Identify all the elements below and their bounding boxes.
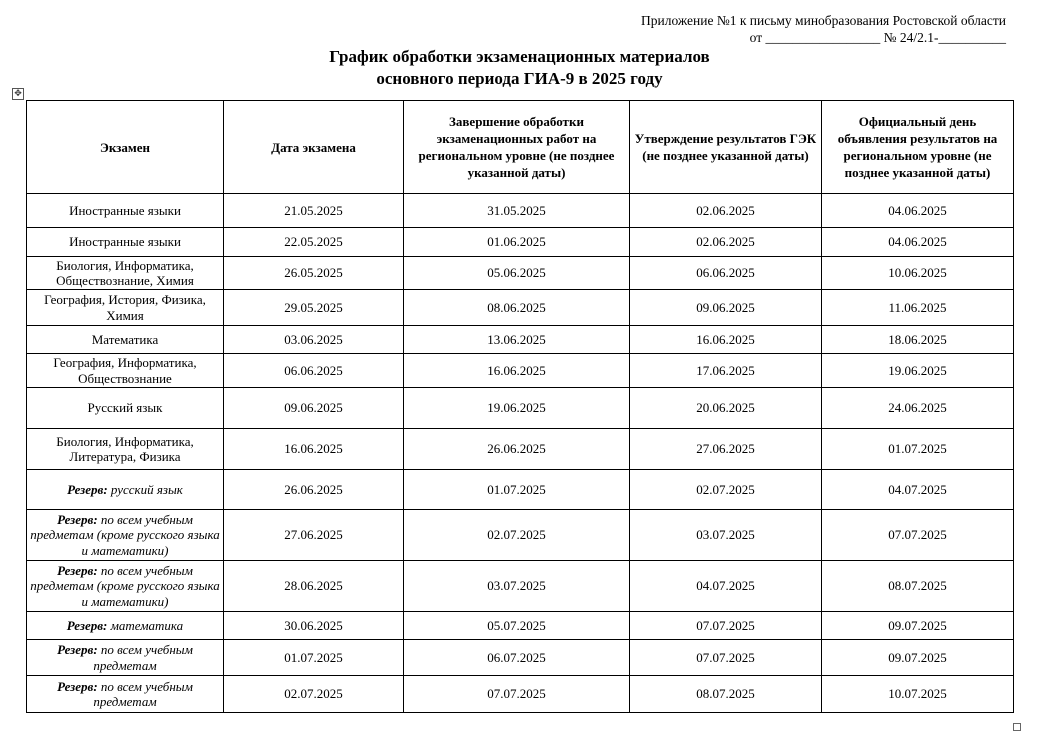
- cell-approval-date: 17.06.2025: [630, 354, 822, 388]
- cell-processing-date: 31.05.2025: [404, 194, 630, 228]
- cell-approval-date: 07.07.2025: [630, 612, 822, 640]
- cell-exam-date: 16.06.2025: [224, 429, 404, 470]
- cell-approval-date: 03.07.2025: [630, 510, 822, 561]
- appendix-line-1: Приложение №1 к письму минобразования Ростовской области: [641, 13, 1006, 28]
- cell-announce-date: 19.06.2025: [822, 354, 1014, 388]
- cell-exam-date: 29.05.2025: [224, 290, 404, 326]
- cell-approval-date: 09.06.2025: [630, 290, 822, 326]
- reserve-label: Резерв:: [57, 678, 98, 694]
- reserve-label: Резерв:: [57, 511, 98, 527]
- exam-name: Биология, Информатика, Литература, Физика: [56, 433, 194, 464]
- cell-exam-date: 06.06.2025: [224, 354, 404, 388]
- table-row: [27, 640, 1014, 676]
- table-row: [27, 676, 1014, 713]
- document-title: [0, 46, 1039, 90]
- cell-processing-date: 02.07.2025: [404, 510, 630, 561]
- exam-name: География, Информатика, Обществознание: [53, 355, 197, 386]
- cell-announce-date: 01.07.2025: [822, 429, 1014, 470]
- exam-name: Биология, Информатика, Обществознание, Химия: [56, 257, 194, 288]
- appendix-line-2: от _________________ № 24/2.1-__________: [749, 30, 1006, 45]
- cell-processing-date: 01.06.2025: [404, 228, 630, 257]
- cell-approval-date: 02.06.2025: [630, 228, 822, 257]
- cell-approval-date: 16.06.2025: [630, 326, 822, 354]
- exam-name: Иностранные языки: [69, 202, 181, 218]
- exam-name: по всем учебным предметам (кроме русского языка и математики): [30, 562, 220, 609]
- cell-exam: [27, 228, 224, 257]
- cell-processing-date: 07.07.2025: [404, 676, 630, 713]
- column-header-approval: Утверждение результатов ГЭК (не позднее указанной даты): [630, 101, 822, 194]
- table-row: [27, 388, 1014, 429]
- cell-exam: [27, 429, 224, 470]
- cell-announce-date: 10.07.2025: [822, 676, 1014, 713]
- cell-processing-date: 16.06.2025: [404, 354, 630, 388]
- table-row: [27, 561, 1014, 612]
- column-header-announce: Официальный день объявления результатов на региональном уровне (не позднее указанной даты): [822, 101, 1014, 194]
- cell-approval-date: 20.06.2025: [630, 388, 822, 429]
- cell-approval-date: 02.07.2025: [630, 470, 822, 510]
- table-move-handle-icon[interactable]: ✥: [12, 88, 24, 100]
- table-row: [27, 257, 1014, 290]
- cell-exam-date: 27.06.2025: [224, 510, 404, 561]
- cell-exam: [27, 388, 224, 429]
- table-row: [27, 326, 1014, 354]
- cell-approval-date: 06.06.2025: [630, 257, 822, 290]
- table-row: [27, 354, 1014, 388]
- table-row: [27, 194, 1014, 228]
- exam-name: Математика: [91, 331, 159, 347]
- cell-exam: [27, 326, 224, 354]
- cell-announce-date: 09.07.2025: [822, 612, 1014, 640]
- exam-name: русский язык: [107, 481, 183, 497]
- cell-approval-date: 07.07.2025: [630, 640, 822, 676]
- cell-exam: [27, 257, 224, 290]
- cell-processing-date: 19.06.2025: [404, 388, 630, 429]
- cell-exam-date: 26.06.2025: [224, 470, 404, 510]
- column-header-date: Дата экзамена: [224, 101, 404, 194]
- exam-name: математика: [107, 617, 184, 633]
- cell-processing-date: 26.06.2025: [404, 429, 630, 470]
- cell-approval-date: 27.06.2025: [630, 429, 822, 470]
- title-line-1: График обработки экзаменационных материалов: [329, 47, 710, 66]
- cell-exam: [27, 612, 224, 640]
- cell-exam-date: 28.06.2025: [224, 561, 404, 612]
- cell-announce-date: 04.06.2025: [822, 228, 1014, 257]
- table-row: [27, 510, 1014, 561]
- title-line-2: основного периода ГИА-9 в 2025 году: [376, 69, 663, 88]
- reserve-label: Резерв:: [57, 642, 98, 657]
- cell-exam: [27, 510, 224, 561]
- cell-exam: [27, 290, 224, 326]
- cell-exam-date: 22.05.2025: [224, 228, 404, 257]
- cell-exam-date: 01.07.2025: [224, 640, 404, 676]
- cell-processing-date: 03.07.2025: [404, 561, 630, 612]
- cell-announce-date: 08.07.2025: [822, 561, 1014, 612]
- column-header-processing: Завершение обработки экзаменационных работ на региональном уровне (не позднее указанной даты): [404, 101, 630, 194]
- table-header-row: [27, 101, 1014, 194]
- cell-exam-date: 03.06.2025: [224, 326, 404, 354]
- cell-exam-date: 30.06.2025: [224, 612, 404, 640]
- exam-name: Иностранные языки: [69, 234, 181, 250]
- table-body: [27, 194, 1014, 713]
- cell-exam-date: 26.05.2025: [224, 257, 404, 290]
- appendix-note: [641, 12, 1006, 46]
- exam-name: по всем учебным предметам (кроме русского языка и математики): [30, 511, 220, 558]
- table-row: [27, 228, 1014, 257]
- schedule-table: [26, 100, 1014, 713]
- cell-exam: [27, 354, 224, 388]
- cell-approval-date: 04.07.2025: [630, 561, 822, 612]
- cell-announce-date: 04.06.2025: [822, 194, 1014, 228]
- cell-processing-date: 13.06.2025: [404, 326, 630, 354]
- reserve-label: Резерв:: [66, 617, 108, 633]
- cell-processing-date: 05.07.2025: [404, 612, 630, 640]
- cell-exam-date: 21.05.2025: [224, 194, 404, 228]
- exam-name: по всем учебным предметам: [93, 678, 193, 709]
- cell-announce-date: 04.07.2025: [822, 470, 1014, 510]
- table-row: [27, 612, 1014, 640]
- cell-processing-date: 01.07.2025: [404, 470, 630, 510]
- cell-exam: [27, 676, 224, 713]
- exam-name: География, История, Физика, Химия: [44, 292, 206, 323]
- cell-processing-date: 08.06.2025: [404, 290, 630, 326]
- table-row: [27, 290, 1014, 326]
- cell-approval-date: 08.07.2025: [630, 676, 822, 713]
- cell-exam: [27, 561, 224, 612]
- cell-announce-date: 24.06.2025: [822, 388, 1014, 429]
- table-resize-handle[interactable]: [1013, 723, 1021, 731]
- exam-name: по всем учебным предметам: [93, 642, 193, 673]
- cell-approval-date: 02.06.2025: [630, 194, 822, 228]
- cell-exam-date: 09.06.2025: [224, 388, 404, 429]
- reserve-label: Резерв:: [67, 481, 108, 497]
- cell-exam: [27, 640, 224, 676]
- cell-announce-date: 09.07.2025: [822, 640, 1014, 676]
- cell-exam: [27, 194, 224, 228]
- cell-exam: [27, 470, 224, 510]
- cell-announce-date: 11.06.2025: [822, 290, 1014, 326]
- exam-name: Русский язык: [87, 400, 163, 416]
- reserve-label: Резерв:: [57, 562, 98, 578]
- table-row: [27, 470, 1014, 510]
- table-row: [27, 429, 1014, 470]
- column-header-exam: Экзамен: [27, 101, 224, 194]
- cell-announce-date: 10.06.2025: [822, 257, 1014, 290]
- cell-announce-date: 07.07.2025: [822, 510, 1014, 561]
- cell-processing-date: 05.06.2025: [404, 257, 630, 290]
- cell-processing-date: 06.07.2025: [404, 640, 630, 676]
- cell-announce-date: 18.06.2025: [822, 326, 1014, 354]
- cell-exam-date: 02.07.2025: [224, 676, 404, 713]
